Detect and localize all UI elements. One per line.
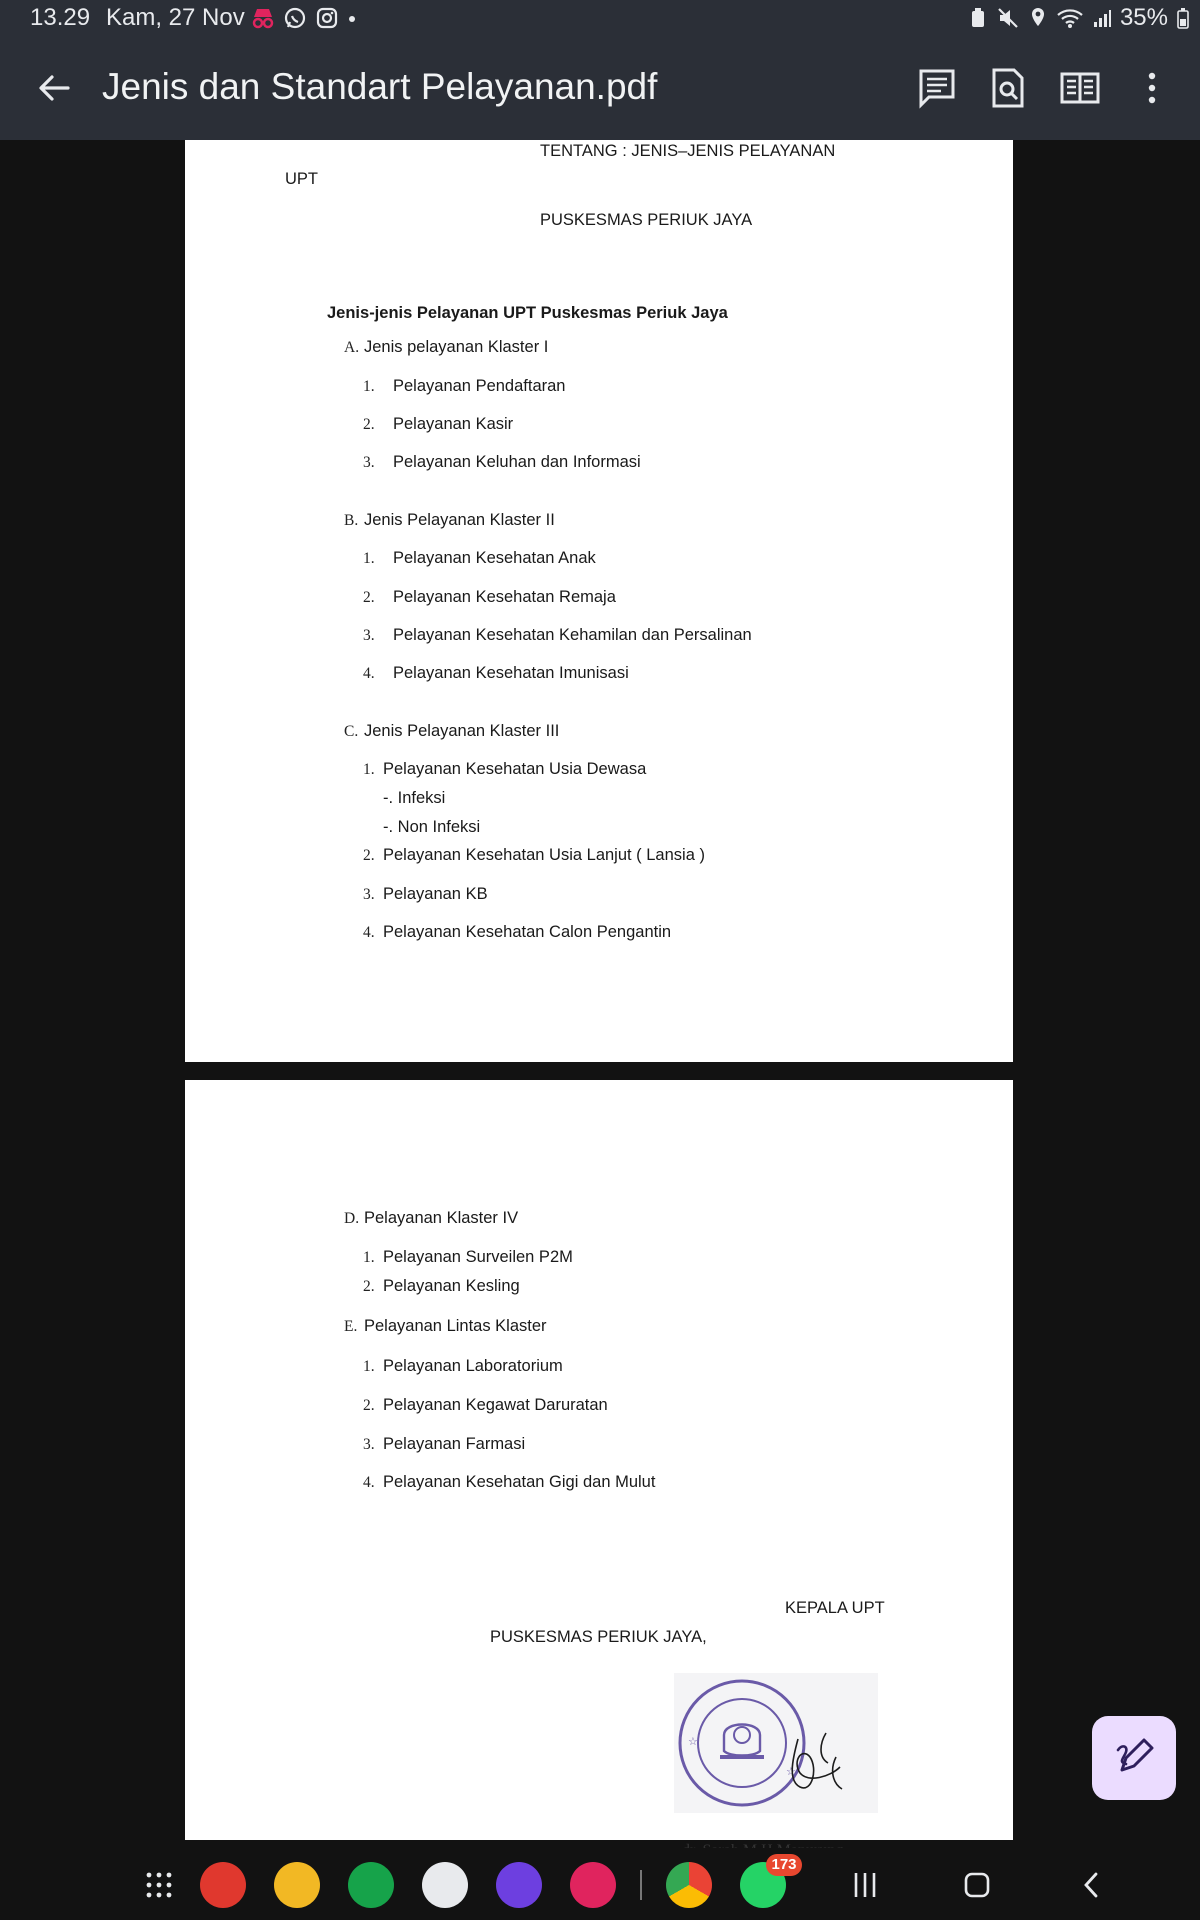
instagram-icon (314, 5, 340, 31)
list-item-number: 1. (363, 1249, 375, 1266)
section-e-label: Pelayanan Lintas Klaster (364, 1317, 547, 1335)
section-c-label: Jenis Pelayanan Klaster III (364, 722, 560, 740)
list-item-number: 3. (363, 627, 375, 644)
notes-app-icon[interactable] (200, 1862, 246, 1908)
doc-upt: UPT (285, 170, 318, 188)
list-item: Pelayanan Keluhan dan Informasi (393, 453, 641, 471)
home-icon[interactable] (963, 1870, 991, 1900)
doc-heading: Jenis-jenis Pelayanan UPT Puskesmas Periuk Jaya (327, 304, 728, 322)
pdf-page-1 (185, 140, 1013, 1062)
whatsapp-business-icon (282, 5, 308, 31)
status-time: 13.29 (30, 4, 91, 31)
annotate-fab-button[interactable] (1092, 1716, 1176, 1800)
list-item: Pelayanan Kesehatan Usia Dewasa (383, 760, 647, 778)
list-item: Pelayanan Kasir (393, 415, 514, 433)
camera-app-icon[interactable] (570, 1862, 616, 1908)
list-item: Pelayanan Kesehatan Calon Pengantin (383, 923, 672, 941)
list-item: Pelayanan Kesling (383, 1277, 520, 1295)
list-item-number: 2. (363, 847, 375, 864)
signal-icon (1092, 5, 1112, 31)
svg-text:☆: ☆ (786, 1766, 796, 1778)
list-item-number: 2. (363, 1278, 375, 1295)
list-item-number: 1. (363, 761, 375, 778)
list-item: Pelayanan Kesehatan Usia Lanjut ( Lansia ) (383, 846, 705, 864)
pdf-page-2 (185, 1080, 1013, 1840)
list-item: Pelayanan Laboratorium (383, 1357, 563, 1375)
list-item: Pelayanan KB (383, 885, 488, 903)
dock-divider (640, 1870, 642, 1900)
list-item-number: 4. (363, 924, 375, 941)
browser-app-icon[interactable] (496, 1862, 542, 1908)
official-stamp (674, 1673, 878, 1813)
doc-puskesmas: PUSKESMAS PERIUK JAYA (540, 211, 753, 229)
section-d-label: Pelayanan Klaster IV (364, 1209, 519, 1227)
battery-saver-icon (968, 5, 988, 31)
list-item: Pelayanan Kesehatan Kehamilan dan Persalinan (393, 626, 752, 644)
system-status-icons (968, 4, 1190, 32)
list-item: Pelayanan Kesehatan Anak (393, 549, 596, 567)
kepala-upt: KEPALA UPT (785, 1599, 885, 1617)
list-item-number: 3. (363, 454, 375, 471)
list-item: Pelayanan Kesehatan Remaja (393, 588, 616, 606)
doc-tentang: TENTANG : JENIS–JENIS PELAYANAN (540, 142, 836, 160)
list-item: Pelayanan Kesehatan Gigi dan Mulut (383, 1473, 656, 1491)
find-in-page-icon[interactable] (986, 66, 1030, 110)
list-item-number: 4. (363, 1474, 375, 1491)
edit-pen-icon (1092, 1716, 1176, 1800)
status-date: Kam, 27 Nov (106, 4, 245, 31)
section-a-marker: A. (344, 339, 360, 356)
document-title: Jenis dan Standart Pelayanan.pdf (102, 66, 658, 107)
phone-app-icon[interactable] (348, 1862, 394, 1908)
whatsapp-badge: 173 (766, 1854, 802, 1876)
list-item: Pelayanan Kegawat Daruratan (383, 1396, 608, 1414)
dot-icon (346, 5, 358, 31)
svg-text:☆: ☆ (688, 1736, 698, 1748)
nav-back-icon[interactable] (1080, 1870, 1102, 1900)
list-item-number: 3. (363, 1436, 375, 1453)
messages-app-icon[interactable] (422, 1862, 468, 1908)
list-item: Pelayanan Farmasi (383, 1435, 526, 1453)
sub-item: -. Non Infeksi (383, 818, 481, 836)
mute-icon (996, 5, 1020, 31)
list-item: Pelayanan Surveilen P2M (383, 1248, 573, 1266)
section-c-marker: C. (344, 723, 359, 740)
list-item-number: 1. (363, 378, 375, 395)
section-e-marker: E. (344, 1318, 358, 1335)
battery-percent: 35% (1119, 4, 1168, 31)
list-item: Pelayanan Pendaftaran (393, 377, 566, 395)
list-item-number: 1. (363, 550, 375, 567)
stamp-seal-icon (674, 1673, 878, 1813)
location-icon (1028, 5, 1048, 31)
puskesmas-signature-title: PUSKESMAS PERIUK JAYA, (490, 1628, 707, 1646)
more-vert-icon[interactable] (1130, 66, 1174, 110)
list-item-number: 2. (363, 1397, 375, 1414)
sub-item: -. Infeksi (383, 789, 446, 807)
wifi-icon (1056, 5, 1084, 31)
status-bar (0, 0, 1200, 36)
recents-icon[interactable] (852, 1870, 878, 1900)
chrome-app-icon[interactable] (666, 1862, 712, 1908)
comment-icon[interactable] (916, 66, 960, 110)
list-item-number: 3. (363, 886, 375, 903)
app-drawer-icon[interactable] (144, 1870, 174, 1900)
section-b-marker: B. (344, 512, 359, 529)
app-bar (0, 36, 1200, 140)
reading-mode-icon[interactable] (1058, 66, 1102, 110)
list-item-number: 4. (363, 665, 375, 682)
list-item: Pelayanan Kesehatan Imunisasi (393, 664, 629, 682)
battery-icon (1176, 5, 1190, 31)
arrow-left-icon[interactable] (34, 68, 74, 108)
section-d-marker: D. (344, 1210, 360, 1227)
files-app-icon[interactable] (274, 1862, 320, 1908)
notification-icons (250, 4, 358, 32)
incognito-icon (250, 5, 276, 31)
list-item-number: 1. (363, 1358, 375, 1375)
section-b-label: Jenis Pelayanan Klaster II (364, 511, 555, 529)
list-item-number: 2. (363, 416, 375, 433)
list-item-number: 2. (363, 589, 375, 606)
section-a-label: Jenis pelayanan Klaster I (364, 338, 549, 356)
